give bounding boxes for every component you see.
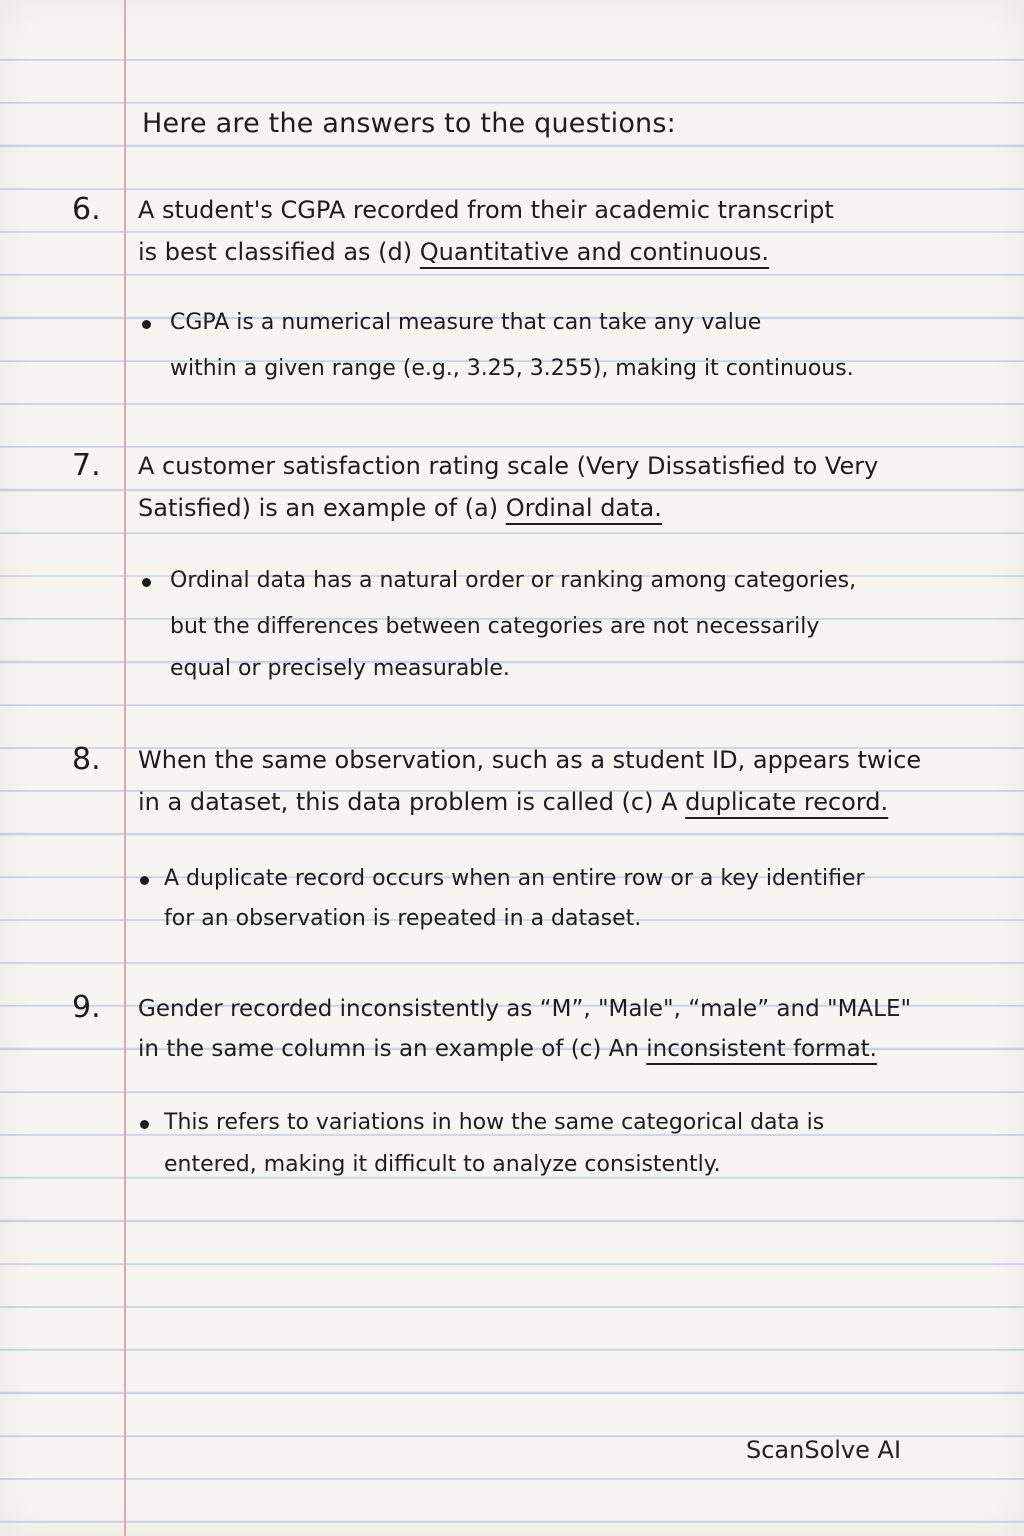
question-text-line: A student's CGPA recorded from their academic transcript (138, 196, 834, 224)
bullet-text-line: A duplicate record occurs when an entire row or a key identifier (164, 866, 865, 891)
question-text-line: Gender recorded inconsistently as “M”, "Male", “male” and "MALE" (138, 996, 912, 1022)
bullet-text-line: This refers to variations in how the same categorical data is (164, 1110, 825, 1135)
bullet-text-line: equal or precisely measurable. (170, 656, 510, 681)
margin-line (124, 0, 126, 1536)
bullet-icon (142, 320, 151, 329)
question-text-prefix: is best classified as (d) (138, 238, 420, 266)
bullet-icon (140, 1120, 149, 1129)
answer-text: Ordinal data. (505, 494, 662, 522)
brand-signature: ScanSolve AI (746, 1436, 902, 1464)
question-number: 8. (72, 742, 101, 777)
question-number: 6. (72, 192, 101, 227)
question-text-prefix: in the same column is an example of (c) An (138, 1036, 647, 1062)
question-text-line (138, 788, 888, 816)
answer-text: inconsistent format. (646, 1036, 877, 1062)
answer-text: Quantitative and continuous. (419, 238, 770, 266)
question-text-line: A customer satisfaction rating scale (Very Dissatisfied to Very (138, 452, 879, 480)
question-text-line (138, 1036, 877, 1062)
answer-text: duplicate record. (685, 788, 889, 816)
bullet-text-line: but the differences between categories are not necessarily (170, 614, 820, 639)
bullet-text-line: entered, making it difficult to analyze consistently. (164, 1152, 721, 1177)
question-text-prefix: Satisfied) is an example of (a) (138, 494, 506, 522)
bullet-text-line: for an observation is repeated in a dataset. (164, 906, 642, 931)
question-text-line (138, 238, 769, 266)
bullet-text-line: within a given range (e.g., 3.25, 3.255), making it continuous. (170, 356, 854, 381)
intro-text: Here are the answers to the questions: (142, 108, 676, 139)
question-text-line (138, 494, 662, 522)
bullet-icon (142, 578, 151, 587)
bullet-text-line: Ordinal data has a natural order or ranking among categories, (170, 568, 857, 593)
question-text-prefix: in a dataset, this data problem is called (c) A (138, 788, 686, 816)
question-number: 9. (72, 990, 101, 1025)
question-number: 7. (72, 448, 101, 483)
question-text-line: When the same observation, such as a student ID, appears twice (138, 746, 922, 774)
bullet-text-line: CGPA is a numerical measure that can take any value (170, 310, 762, 335)
bullet-icon (140, 876, 149, 885)
